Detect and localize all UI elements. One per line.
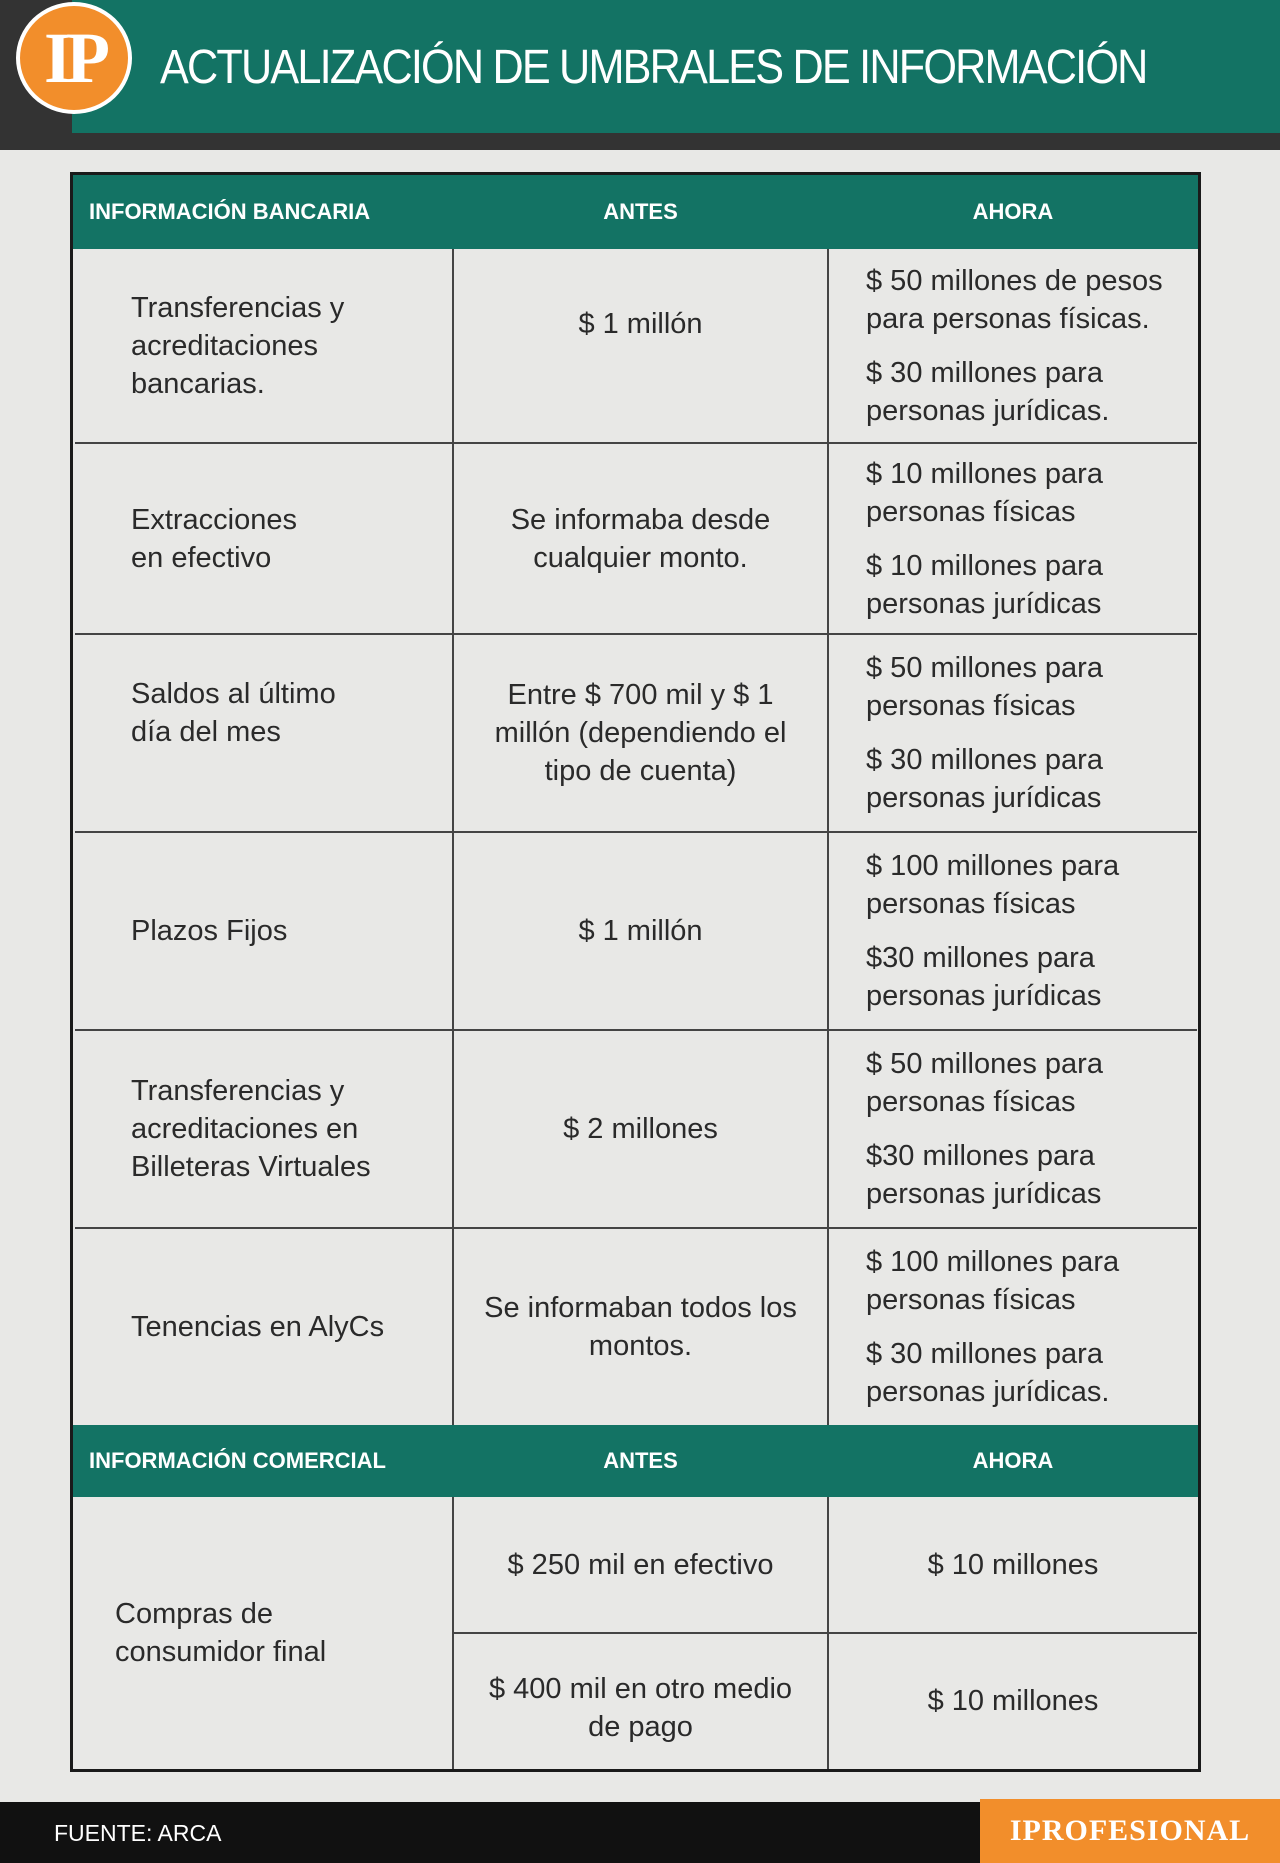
row-antes [453, 1633, 828, 1769]
header-ahora: AHORA [828, 175, 1198, 249]
ip-logo: IP [16, 2, 132, 114]
ahora-fisicas: $ 100 millones para personas físicas [866, 1245, 1120, 1316]
row-label [73, 249, 453, 443]
ahora-juridicas: $ 30 millones para personas jurídicas. [866, 357, 1110, 427]
row-divider [75, 1227, 1197, 1229]
row-ahora [828, 249, 1198, 443]
row-divider [75, 442, 1197, 444]
row-label-line: consumidor final [115, 1636, 327, 1668]
antes-line: millón (dependiendo el [494, 717, 787, 749]
antes-line: $ 400 mil en otro medio [488, 1673, 793, 1705]
row-label-line: bancarias. [131, 368, 265, 400]
row-label-line: acreditaciones [131, 330, 318, 362]
row-antes [453, 1030, 828, 1228]
row-antes [453, 832, 828, 1030]
row-ahora [828, 1228, 1198, 1425]
row-label [73, 443, 453, 634]
header-informacion-comercial: INFORMACIÓN COMERCIAL [73, 1425, 453, 1497]
page-title: ACTUALIZACIÓN DE UMBRALES DE INFORMACIÓN [160, 41, 1147, 94]
ahora-fisicas: $ 100 millones para personas físicas [866, 850, 1120, 920]
brand-logo: IPROFESIONAL [980, 1799, 1280, 1863]
antes-line: montos. [588, 1329, 693, 1362]
row-label [73, 1030, 453, 1228]
row-ahora [828, 443, 1198, 634]
row-ahora: $ 10 millones [927, 1549, 1099, 1581]
row-ahora: $ 10 millones [927, 1685, 1099, 1717]
antes-line: $ 1 millón [578, 308, 703, 340]
header-ahora: AHORA [828, 1425, 1198, 1497]
row-label-line: acreditaciones en [131, 1113, 359, 1145]
ahora-fisicas: $ 50 millones para personas físicas [866, 1048, 1103, 1118]
column-divider [452, 249, 454, 1425]
antes-line: Se informaban todos los [484, 1291, 797, 1324]
row-divider [75, 1029, 1197, 1031]
ahora-juridicas: $ 30 millones para personas jurídicas. [866, 1337, 1110, 1408]
row-label [73, 1497, 453, 1769]
row-label-line: Billeteras Virtuales [131, 1151, 371, 1183]
row-label-line: Plazos Fijos [131, 915, 288, 947]
ahora-fisicas: $ 50 millones de pesos para personas físicas. [866, 265, 1163, 335]
row-ahora [828, 634, 1198, 832]
antes-line: $ 1 millón [578, 915, 703, 947]
row-divider [75, 831, 1197, 833]
row-divider [75, 633, 1197, 635]
ahora-fisicas: $ 10 millones para personas físicas [866, 457, 1103, 528]
column-divider [827, 249, 829, 1425]
antes-line: Entre $ 700 mil y $ 1 [507, 679, 774, 711]
ahora-juridicas: $30 millones para personas jurídicas [866, 1140, 1102, 1210]
antes-line: $ 2 millones [563, 1113, 718, 1145]
row-label-line: día del mes [131, 716, 281, 748]
row-label-line: Extracciones [131, 503, 298, 536]
ahora-fisicas: $ 50 millones para personas físicas [866, 652, 1103, 722]
antes-line: tipo de cuenta) [544, 755, 737, 787]
row-label-line: en efectivo [131, 541, 272, 574]
antes-line: Se informaba desde [510, 503, 771, 536]
row-label [73, 634, 453, 792]
antes-line: de pago [588, 1711, 693, 1743]
row-divider [453, 1632, 1197, 1634]
row-ahora [828, 1030, 1198, 1228]
row-label-line: Tenencias en AlyCs [131, 1310, 385, 1343]
row-label [73, 1228, 453, 1425]
row-antes [453, 1497, 828, 1633]
thresholds-table [70, 172, 1201, 1772]
source-note: FUENTE: ARCA [54, 1820, 222, 1846]
header-antes: ANTES [453, 175, 828, 249]
header-antes: ANTES [453, 1425, 828, 1497]
row-antes [453, 1228, 828, 1425]
ahora-juridicas: $30 millones para personas jurídicas [866, 942, 1102, 1012]
antes-line: cualquier monto. [533, 541, 748, 574]
row-label-line: Transferencias y [131, 1075, 345, 1107]
row-antes [453, 249, 828, 399]
row-antes [453, 443, 828, 634]
ahora-juridicas: $ 10 millones para personas jurídicas [866, 549, 1103, 620]
row-ahora [828, 832, 1198, 1030]
row-antes [453, 634, 828, 832]
antes-line: $ 250 mil en efectivo [507, 1549, 774, 1581]
header-informacion-bancaria: INFORMACIÓN BANCARIA [73, 175, 453, 249]
ahora-juridicas: $ 30 millones para personas jurídicas [866, 744, 1103, 814]
row-label-line: Transferencias y [131, 292, 345, 324]
row-label-line: Compras de [115, 1598, 273, 1630]
row-label [73, 832, 453, 1030]
row-label-line: Saldos al último [131, 678, 336, 710]
